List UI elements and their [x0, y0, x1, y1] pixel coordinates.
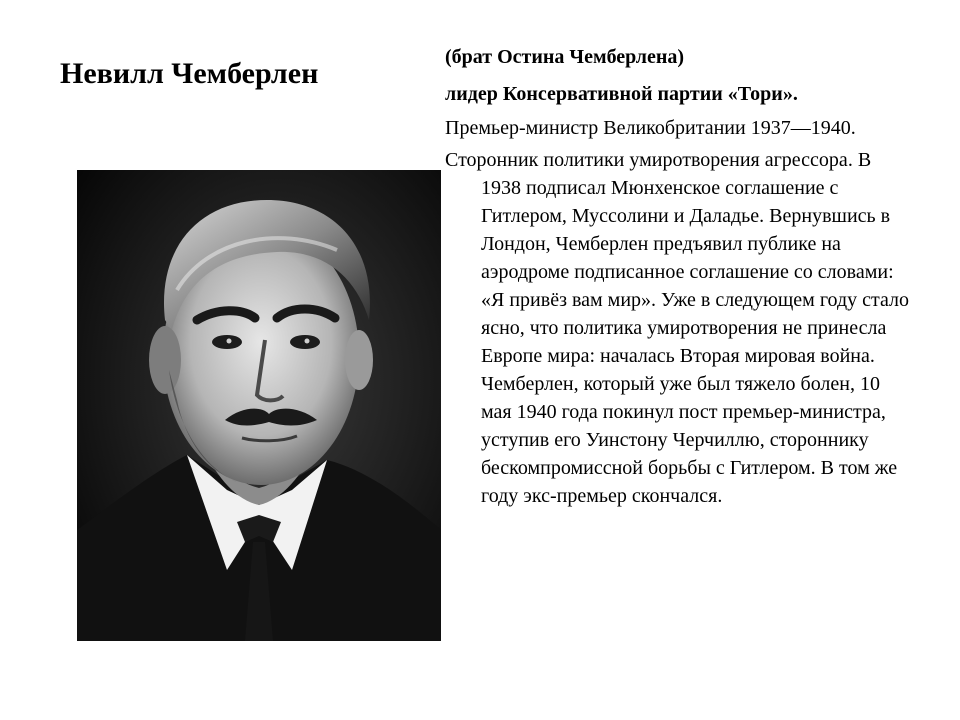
biography-text [445, 43, 915, 510]
portrait-photo [77, 170, 441, 641]
party-leader-note: лидер Консервативной партии «Тори». [445, 83, 798, 105]
brother-note: (брат Остина Чемберлена) [445, 46, 685, 68]
portrait-illustration [77, 170, 441, 641]
prime-minister-term: Премьер-министр Великобритании 1937—1940. [445, 117, 856, 139]
slide-title: Невилл Чемберлен [60, 57, 319, 90]
appeasement-paragraph: Сторонник политики умиротворения агрессора. В 1938 подписал Мюнхенское соглашение с Гитлером, Муссолини и Даладье. Вернувшись в Лондон, Чемберлен предъявил публике на аэродроме подписанное соглашение со словами: «Я привёз вам мир». Уже в следующем году стало ясно, что политика умиротворения не принесла Европе мира: началась Вторая мировая война. Чемберлен, который уже был тяжело болен, 10 мая 1940 года покинул пост премьер-министра, уступив его Уинстону Черчиллю, стороннику бескомпромиссной борьбы с Гитлером. В том же году экс-премьер скончался. [445, 149, 910, 507]
